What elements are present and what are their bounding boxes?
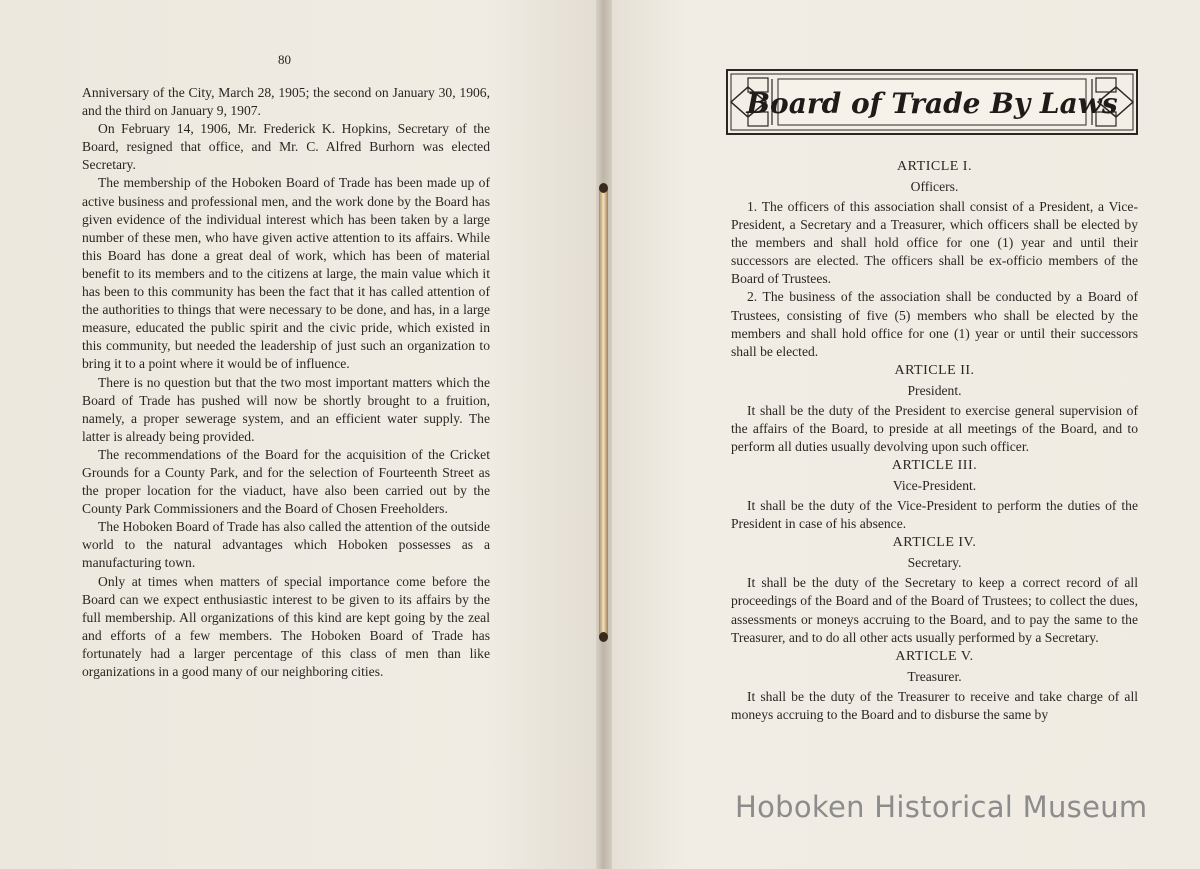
paragraph: Anniversary of the City, March 28, 1905; the second on January 30, 1906, and the third on January 9, 1907.: [82, 85, 490, 119]
article-heading: ARTICLE IV.: [892, 535, 977, 551]
article: [731, 361, 1138, 456]
page-number: 80: [278, 52, 291, 67]
bylaws-text: [731, 157, 1138, 724]
article-paragraph: It shall be the duty of the Secretary to keep a correct record of all proceedings of the Board and of the Board of Trustees; to collect the dues, assessments or moneys accruing to the Board, and to pay the same to the Treasurer, and to do all other acts usually performed by a Secretary.: [731, 575, 1138, 645]
paragraph: The Hoboken Board of Trade has also called the attention of the outside world to the natural advantages which Hoboken possesses as a manufacturing town.: [82, 519, 490, 571]
bylaws-banner: [726, 69, 1138, 135]
article-paragraph: It shall be the duty of the Vice-President to perform the duties of the President in case of his absence.: [731, 498, 1138, 532]
article: [731, 456, 1138, 533]
binding-thread: [599, 185, 608, 640]
article: [731, 647, 1138, 724]
article-title: President.: [907, 382, 962, 398]
paragraph: The recommendations of the Board for the acquisition of the Cricket Grounds for a County Park, and for the selection of Fourteenth Street as the proper location for the viaduct, have also been carried out by the County Park Commissioners and the Board of Chosen Freeholders.: [82, 446, 490, 517]
banner-title: Board of Trade By Laws: [746, 87, 1118, 120]
article-title: Secretary.: [907, 555, 962, 571]
article-paragraph: 2. The business of the association shall be conducted by a Board of Trustees, consisting of five (5) members who shall be elected by the members and shall hold office for one (1) year or until their successors shall be elected.: [731, 289, 1138, 359]
paragraph: There is no question but that the two most important matters which the Board of Trade has pushed will now be shortly brought to a fruition, namely, a proper sewerage system, and an efficient water supply. The latter is already being provided.: [82, 374, 490, 444]
paragraph: The membership of the Hoboken Board of Trade has been made up of active business and professional men, and the work done by the Board has given evidence of the individual interest which has been taken by a large number of these men, who have given active attention to its affairs. While this Board has done a great deal of work, which has been of material benefit to its members and to the citizens at large, the main value which it has been to this community has been the fact that it has called attention of the authorities to things that were necessary to be done, and has, in a large measure, educated the public spirit and the civic pride, which existed in this community, but needed the leadership of just such an organization to bring it to a point where it would be of influence.: [82, 175, 490, 372]
paragraph: On February 14, 1906, Mr. Frederick K. Hopkins, Secretary of the Board, resigned that office, and Mr. C. Alfred Burhorn was elected Secretary.: [82, 121, 490, 173]
article-heading: ARTICLE I.: [897, 159, 972, 174]
left-page-text: [82, 84, 490, 681]
binding-knot: [599, 632, 608, 642]
article-title: Officers.: [910, 179, 959, 194]
article: [731, 533, 1138, 646]
binding-knot: [599, 183, 608, 193]
article-paragraph: It shall be the duty of the Treasurer to receive and take charge of all moneys accruing to the Board and to disburse the same by: [731, 688, 1138, 722]
paragraph: Only at times when matters of special importance come before the Board can we expect enthusiastic interest to be given to its affairs by the full membership. All organizations of this kind are kept going by the zeal and efforts of a few members. The Hoboken Board of Trade has fortunately had a larger percentage of this class of men than like organizations in a good many of our neighboring cities.: [82, 573, 490, 679]
article-heading: ARTICLE III.: [891, 458, 978, 474]
article: [731, 157, 1138, 361]
museum-watermark: Hoboken Historical Museum: [735, 790, 1148, 824]
article-paragraph: 1. The officers of this association shall consist of a President, a Vice-President, a Secretary and a Treasurer, which officers shall be elected by the members and shall hold office for one (1) year and until their successors are elected. The officers shall be ex-officio members of the Board of Trustees.: [731, 199, 1138, 287]
article-title: Treasurer.: [907, 668, 962, 684]
article-title: Vice-President.: [892, 478, 977, 494]
article-heading: ARTICLE II.: [894, 362, 975, 378]
article-paragraph: It shall be the duty of the President to exercise general supervision of the affairs of the Board, to preside at all meetings of the Board, and to perform all duties usually devolving upon such officer.: [731, 402, 1138, 455]
article-heading: ARTICLE V.: [895, 648, 974, 664]
